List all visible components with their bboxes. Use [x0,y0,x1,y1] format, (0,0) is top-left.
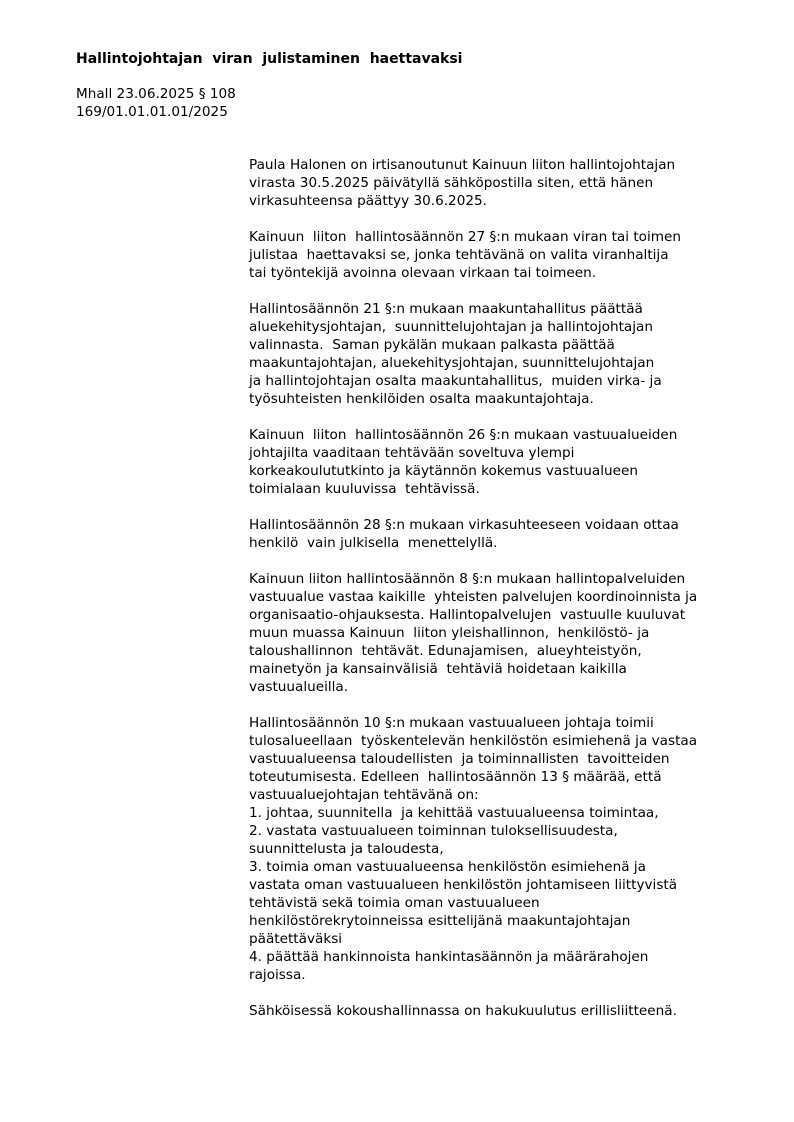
paragraph-line: tai työntekijä avoinna olevaan virkaan tai toimeen. [249,265,597,281]
document-title: Hallintojohtajan viran julistaminen haettavaksi [76,51,463,67]
paragraph-line: Kainuun liiton hallintosäännön 26 §:n mukaan vastuualueiden [249,427,678,443]
paragraph-line: rajoissa. [249,967,306,983]
meeting-reference [76,86,236,121]
meeting-date-section: Mhall 23.06.2025 § 108 [76,86,236,102]
body-paragraph [249,714,749,984]
paragraph-line: johtajilta vaaditaan tehtävään soveltuva ylempi [249,445,575,461]
paragraph-line: henkilöstörekrytoinneissa esittelijänä maakuntajohtajan [249,913,631,929]
paragraph-line: henkilö vain julkisella menettelyllä. [249,535,498,551]
paragraph-line: muun muassa Kainuun liiton yleishallinnon, henkilöstö- ja [249,625,650,641]
body-paragraph [249,300,749,408]
body-paragraph [249,1002,749,1020]
paragraph-line: toteutumisesta. Edelleen hallintosäännön 13 § määrää, että [249,769,662,785]
paragraph-line: työsuhteisten henkilöiden osalta maakuntajohtaja. [249,391,594,407]
paragraph-line: 2. vastata vastuualueen toiminnan tuloksellisuudesta, [249,823,618,839]
paragraph-line: vastuualueilla. [249,679,349,695]
paragraph-line: Hallintosäännön 28 §:n mukaan virkasuhteeseen voidaan ottaa [249,517,679,533]
document-body [249,156,749,1038]
paragraph-line: 4. päättää hankinnoista hankintasäännön ja määrärahojen [249,949,649,965]
paragraph-line: taloushallinnon tehtävät. Edunajamisen, alueyhteistyön, [249,643,642,659]
paragraph-line: Kainuun liiton hallintosäännön 27 §:n mukaan viran tai toimen [249,229,681,245]
record-number: 169/01.01.01.01/2025 [76,103,228,120]
body-paragraph [249,228,749,282]
body-paragraph [249,570,749,696]
paragraph-line: tehtävistä sekä toimia oman vastuualueen [249,895,540,911]
paragraph-line: Kainuun liiton hallintosäännön 8 §:n mukaan hallintopalveluiden [249,571,686,587]
paragraph-line: virasta 30.5.2025 päivätyllä sähköpostilla siten, että hänen [249,175,654,191]
paragraph-line: Sähköisessä kokoushallinnassa on hakukuulutus erillisliitteenä. [249,1003,677,1019]
paragraph-line: vastuualuejohtajan tehtävänä on: [249,787,479,803]
paragraph-line: toimialaan kuuluvissa tehtävissä. [249,481,480,497]
paragraph-line: mainetyön ja kansainvälisiä tehtäviä hoidetaan kaikilla [249,661,627,677]
paragraph-line: valinnasta. Saman pykälän mukaan palkasta päättää [249,337,615,353]
paragraph-line: päätettäväksi [249,931,343,947]
paragraph-line: korkeakoulututkinto ja käytännön kokemus vastuualueen [249,463,638,479]
paragraph-line: tulosalueellaan työskentelevän henkilöstön esimiehenä ja vastaa [249,733,698,749]
paragraph-line: Hallintosäännön 21 §:n mukaan maakuntahallitus päättää [249,301,643,317]
paragraph-line: virkasuhteensa päättyy 30.6.2025. [249,193,487,209]
paragraph-line: ja hallintojohtajan osalta maakuntahallitus, muiden virka- ja [249,373,662,389]
body-paragraph [249,516,749,552]
paragraph-line: maakuntajohtajan, aluekehitysjohtajan, suunnittelujohtajan [249,355,655,371]
paragraph-line: julistaa haettavaksi se, jonka tehtävänä on valita viranhaltija [249,247,669,263]
paragraph-line: vastata oman vastuualueen henkilöstön johtamiseen liittyvistä [249,877,678,893]
body-paragraph [249,426,749,498]
paragraph-line: 3. toimia oman vastuualueensa henkilöstön esimiehenä ja [249,859,646,875]
paragraph-line: vastuualue vastaa kaikille yhteisten palvelujen koordinoinnista ja [249,589,698,605]
paragraph-line: vastuualueensa taloudellisten ja toiminnallisten tavoitteiden [249,751,670,767]
paragraph-line: organisaatio-ohjauksesta. Hallintopalvelujen vastuulle kuuluvat [249,607,686,623]
paragraph-line: Hallintosäännön 10 §:n mukaan vastuualueen johtaja toimii [249,715,654,731]
body-paragraph [249,156,749,210]
paragraph-line: Paula Halonen on irtisanoutunut Kainuun liiton hallintojohtajan [249,157,676,173]
paragraph-line: suunnittelusta ja taloudesta, [249,841,444,857]
paragraph-line: aluekehitysjohtajan, suunnittelujohtajan ja hallintojohtajan [249,319,653,335]
paragraph-line: 1. johtaa, suunnitella ja kehittää vastuualueensa toimintaa, [249,805,659,821]
